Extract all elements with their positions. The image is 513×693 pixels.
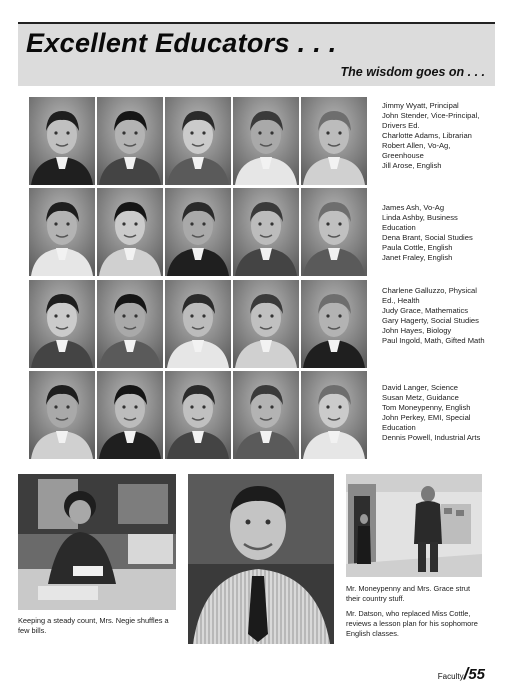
teacher-portrait xyxy=(29,371,95,459)
teacher-portrait xyxy=(165,188,231,276)
teacher-name: David Langer, Science xyxy=(382,383,458,392)
page-subtitle: The wisdom goes on . . . xyxy=(340,65,485,79)
teacher-portrait xyxy=(233,280,299,368)
teacher-portrait xyxy=(29,280,95,368)
page-footer xyxy=(438,664,485,684)
caption-lesson-plan: Mr. Datson, who replaced Miss Cottle, reviews a lesson plan for his sophomore English classes. xyxy=(346,609,478,638)
names-row-3 xyxy=(382,286,492,346)
teacher-name: John Perkey, EMI, Special Education xyxy=(382,413,471,432)
teacher-name: Robert Allen, Vo-Ag, Greenhouse xyxy=(382,141,451,160)
teacher-name: John Hayes, Biology xyxy=(382,326,452,335)
caption-counting: Keeping a steady count, Mrs. Negie shuffles a few bills. xyxy=(18,616,169,635)
teacher-name: Linda Ashby, Business Education xyxy=(382,213,458,232)
teacher-name: Gary Hagerty, Social Studies xyxy=(382,316,479,325)
teacher-name: Jill Arose, English xyxy=(382,161,442,170)
page-banner xyxy=(18,22,495,86)
teacher-name: James Ash, Vo-Ag xyxy=(382,203,445,212)
teacher-portrait xyxy=(301,280,367,368)
caption-strut: Mr. Moneypenny and Mrs. Grace strut their country stuff. xyxy=(346,584,471,603)
teacher-portrait xyxy=(233,371,299,459)
footer-slash: / xyxy=(463,664,469,683)
teacher-name: Jimmy Wyatt, Principal xyxy=(382,101,459,110)
teacher-portrait xyxy=(29,188,95,276)
teacher-portrait xyxy=(165,97,231,185)
candid-photo-counting xyxy=(18,474,176,610)
teacher-portrait xyxy=(97,280,163,368)
page-title: Excellent Educators . . . xyxy=(26,28,337,58)
candid-photo-hallway xyxy=(346,474,482,577)
teacher-name: Dennis Powell, Industrial Arts xyxy=(382,433,481,442)
names-row-1 xyxy=(382,101,492,171)
teacher-portrait xyxy=(301,188,367,276)
teacher-name: John Stender, Vice-Principal, Drivers Ed. xyxy=(382,111,480,130)
teacher-name: Charlene Galluzzo, Physical Ed., Health xyxy=(382,286,477,305)
footer-section: Faculty xyxy=(437,672,464,681)
teacher-portrait xyxy=(29,97,95,185)
candid-photo-smiling-man xyxy=(188,474,334,644)
teacher-portrait xyxy=(165,371,231,459)
teacher-name: Tom Moneypenny, English xyxy=(382,403,471,412)
page-number: 55 xyxy=(468,666,485,683)
teacher-name: Paula Cottle, English xyxy=(382,243,453,252)
teacher-name: Janet Fraley, English xyxy=(382,253,453,262)
names-row-4 xyxy=(382,383,492,443)
teacher-portrait xyxy=(301,97,367,185)
teacher-portrait xyxy=(97,188,163,276)
teacher-portrait xyxy=(97,371,163,459)
teacher-portrait xyxy=(301,371,367,459)
teacher-portrait xyxy=(97,97,163,185)
names-row-2 xyxy=(382,203,492,263)
teacher-portrait xyxy=(233,97,299,185)
teacher-portrait xyxy=(165,280,231,368)
teacher-name: Charlotte Adams, Librarian xyxy=(382,131,472,140)
teacher-name: Judy Grace, Mathematics xyxy=(382,306,469,315)
teacher-name: Paul Ingold, Math, Gifted Math xyxy=(382,336,485,345)
teacher-portrait xyxy=(233,188,299,276)
teacher-name: Susan Metz, Guidance xyxy=(382,393,459,402)
teacher-name: Dena Brant, Social Studies xyxy=(382,233,473,242)
